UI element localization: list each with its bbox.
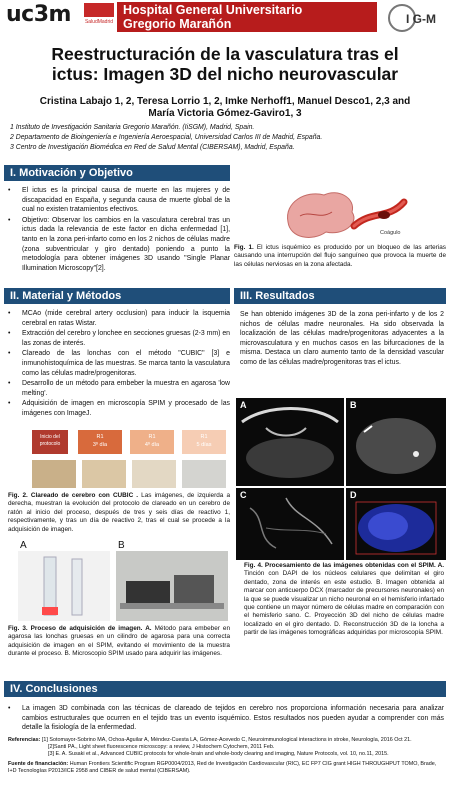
fig1-brain-illustration [280, 186, 410, 244]
brain-photo-day6 [132, 460, 176, 488]
fig4-panel-a [236, 398, 344, 486]
fig3-caption: Fig. 3. Proceso de adquisición de imagen. A. Método para embeber en agarosa las lonchas gruesas en un cilindro de agarosa para una correcta adquisición de imagen en el SPIM, evitando el movimiento de la muestra durante el proceso. B. Microscopio SPIM usado para adquirir las imágenes. [8, 625, 231, 658]
salud-madrid-logo [84, 3, 114, 25]
fig3-panel-a-label: A [20, 540, 27, 551]
motivation-list [8, 186, 230, 274]
agarose-cylinder-photo [18, 551, 110, 621]
reference-1: Referencias: [1] Sotomayor-Sobrino MA, Ochoa-Aguilar A, Méndez-Cuesta LA, Gómez-Acevedo C, Neuroimmunological interactions in stroke, Neurología, 2016 Oct 21. [8, 737, 412, 743]
methods-item-1: • MCAo (mide cerebral artery occlusion) para inducir la isquemia cerebral en ratas Wistar. [8, 310, 230, 327]
hospital-name-line1: Hospital General Universitario [123, 3, 303, 17]
svg-text:I G-M: I G-M [406, 12, 436, 26]
hospital-logo [117, 2, 377, 32]
brain-photo-day0 [32, 460, 76, 488]
section-results-header: III. Resultados [234, 288, 446, 304]
fig1-caption: Fig. 1. El ictus isquémico es producido por un bloqueo de las arterias causando una interrupción del flujo sanguíneo que provoca la muerte de las células nerviosas en la zona afectada. [234, 244, 446, 268]
svg-text:SaludMadrid: SaludMadrid [84, 19, 114, 25]
results-text: Se han obtenido imágenes 3D de la zona peri-infarto y de los 2 nichos de células madre neuronales. Ha sido observada la localización de las células madre/progenitoras adyacentes a la microvasculatura y en muchos casos en las bifurcaciones de la misma. Destaca un claro aumento tanto de la densidad vascular como de las células madre/progenitoras tras el ictus. [240, 311, 444, 366]
protocol-step-1: R1 3º día [78, 430, 122, 454]
affiliation-2: 2 Departamento de Bioingeniería e Ingeniería Aeroespacial, Universidad Carlos III de Madrid, España. [10, 134, 323, 141]
fig4-panel-b [346, 398, 446, 486]
section-conclusions-header: IV. Conclusiones [4, 681, 446, 697]
affiliations [10, 123, 446, 153]
poster-title [0, 44, 450, 84]
authors-line-1: Cristina Labajo 1, 2, Teresa Lorrio 1, 2, Imke Nerhoff1, Manuel Desco1, 2,3 and [39, 96, 411, 107]
fig4-panel-c [236, 488, 344, 560]
brain-photo-final [182, 460, 226, 488]
conclusion-list [8, 704, 444, 734]
funding: Fuente de financiación: Human Frontiers Scientific Program RGP0004/2013, Red de Investigación Cardiovascular (RIC), EC FP7 CIG grant HIGH THROUGHPUT TOMO, Brade, I+D Tecnologías P2013/ICE 2958 and CIBER de salud mental (CIBERSAM). [8, 760, 437, 774]
clearing-protocol-timeline [32, 430, 226, 454]
authors-line-2: María Victoria Gómez-Gaviro1, 3 [148, 108, 302, 119]
reference-2: [2]Santi PA., Light sheet fluorescence microscopy: a review, J Histochem Cytochem, 2011 Feb. [48, 744, 275, 751]
references [8, 737, 446, 775]
fig2-caption: Fig. 2. Clareado de cerebro con CUBIC . Las imágenes, de izquierda a derecha, muestran la evolución del protocolo de clareado en un cerebro de ratón al inicio del proceso, después de tres y seis días de reactivo 1, respectivamente, y tras un día de reactivo 2, tras el cual se procede a la adquisición de imagen. [8, 492, 231, 533]
methods-item-3: • Clareado de las lonchas con el método "CUBIC" [3] e inmunohistoquímica de las muestras. Se marca tanto la vasculatura como las células madre/progenitoras. [8, 350, 230, 377]
fig4-panel-a-label: A [240, 400, 247, 410]
section-motivation-header: I. Motivación y Objetivo [4, 165, 230, 181]
protocol-step-3: R1 5 días [182, 430, 226, 454]
motivation-item-1: • El ictus es la principal causa de muerte en las mujeres y de discapacidad en España, y segunda causa de muerte global de la cual no existen tratamientos efectivos. [8, 187, 230, 214]
fig4-panel-d-label: D [350, 490, 357, 500]
reference-3: [3] E. A. Susaki et al., Advanced CUBIC protocols for whole-brain and whole-body clearing and imaging, Nature Protocols, vol. 10, no.11, 2015. [48, 751, 389, 758]
fig4-panel-b-label: B [350, 400, 357, 410]
methods-item-2: • Extracción del cerebro y lonchee en secciones gruesas (2-3 mm) en las zonas de interés. [8, 330, 230, 347]
brain-photo-day3 [82, 460, 126, 488]
affiliation-1: 1 Instituto de Investigación Sanitaria Gregorio Marañón. (IiSGM), Madrid, Spain. [10, 124, 255, 131]
title-line-1: Reestructuración de la vasculatura tras el [51, 44, 399, 64]
conclusion-item: • La imagen 3D combinada con las técnicas de clareado de tejidos en cerebro nos proporciona información necesaria para analizar cambios estructurales que ocurren en el tejido tras un evento isquémico. Estos resultados nos pueden ayudar a comprender con más detalle la fisiología de la enfermedad. [8, 705, 444, 732]
section-methods-header: II. Material y Métodos [4, 288, 230, 304]
lab-logo [382, 3, 446, 33]
protocol-step-2: R1 4º día [130, 430, 174, 454]
uc3m-logo: uc3m [6, 2, 71, 27]
protocol-start-box: Inicio del protocolo [32, 430, 68, 454]
affiliation-3: 3 Centro de Investigación Biomédica en Red de Salud Mental (CIBERSAM), Madrid, España. [10, 144, 295, 151]
methods-item-5: • Adquisición de imagen en microscopía SPIM y procesado de las imágenes con ImageJ. [8, 400, 230, 417]
svg-text:Coágulo: Coágulo [380, 230, 401, 236]
fig4-panel-c-label: C [240, 490, 247, 500]
title-line-2: ictus: Imagen 3D del nicho neurovascular [51, 64, 399, 84]
hospital-name-line2: Gregorio Marañón [123, 17, 232, 31]
clearing-photos [32, 460, 226, 488]
methods-item-4: • Desarrollo de un método para embeber la muestra en agarosa 'low melting'. [8, 380, 230, 397]
authors [0, 96, 450, 120]
methods-list [8, 309, 230, 420]
fig4-caption: Fig. 4. Procesamiento de las imágenes obtenidas con el SPIM. A. Tinción con DAPI de los núcleos celulares que delimitan el giro dentado, zona de interés en este estudio. B. Imagen obtenida al marcar con anticuerpo DCX (marcador de precursores neuronales) en la que se puede visualizar un nicho neuronal en el hemisferio infartado que contiene un mayor número de células madre en comparación con el hemisferio sano. C. Proyección 3D del nicho de células madre localizado en el giro dentado. D. Reconstrucción 3D de la loncha a partir de las imágenes tomográficas adquiridas por microscopía SPIM. [244, 562, 445, 637]
spim-microscope-photo [116, 551, 228, 621]
fig3-panel-b-label: B [118, 540, 125, 551]
fig4-panel-d [346, 488, 446, 560]
motivation-item-2: • Objetivo: Observar los cambios en la vasculatura cerebral tras un ictus dada la relevancia de este factor en dicha enfermedad [1], tanto en la zona peri-infarto como en los 2 nichos de células madre (zona subventricular y giro dentado) poniendo a punto la metodología para obtener imágenes 3D usando "Single Planar Illumination Microscopy"[2]. [8, 216, 230, 272]
